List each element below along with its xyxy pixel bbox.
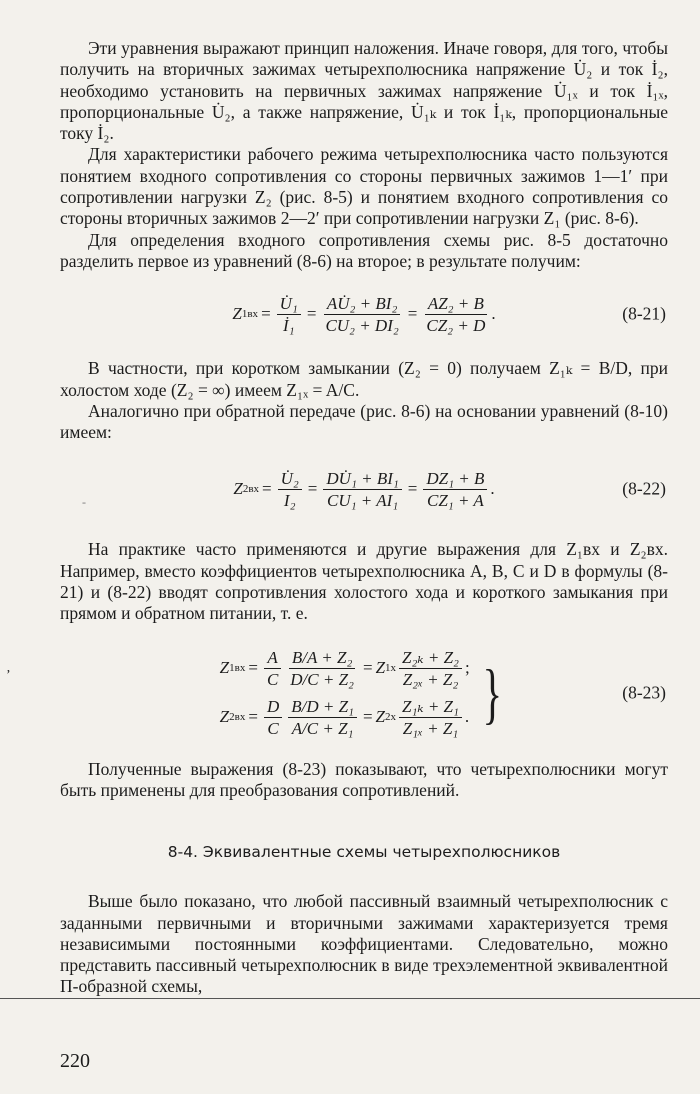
page-number: 220	[60, 1050, 90, 1072]
eq23-l2-frac-c	[399, 697, 462, 738]
eq22-f2-num: DU̇₁ + BI₁	[323, 469, 401, 490]
eq22-f1-num: U̇₂	[278, 469, 302, 490]
eq23-l2-mid: Z	[375, 707, 386, 727]
paragraph-7: Полученные выражения (8-23) показывают, что четырехполюсники могут быть применены для преобразования сопротивлений.	[60, 758, 668, 800]
eq23-l2-mid-sub: 2х	[385, 711, 397, 724]
eq23-l1-lhs-sub: 1вх	[229, 662, 246, 675]
eq21-lhs-sub: 1вх	[241, 308, 259, 321]
eq21-f3-num: AZ₂ + B	[425, 294, 487, 315]
eq23-l1-mid: Z	[375, 658, 386, 678]
paragraph-1: Эти уравнения выражают принцип наложения. Иначе говоря, для того, чтобы получить на вторичных зажимах четырехполюсника напряжение U̇₂ и ток İ₂, необходимо установить на первичных зажимах напряжение U̇₁ₓ и ток İ₁ₓ, пропорциональные U̇₂, а также напряжение, U̇₁ₖ и ток İ₁ₖ, пропорциональные току İ₂.	[60, 38, 668, 144]
eq23-l1-frac-a	[264, 648, 281, 689]
right-brace: }	[482, 654, 502, 731]
eq21-f3-den: CZ₂ + D	[426, 315, 486, 335]
eq21-frac-1	[277, 294, 301, 335]
eq21-f2-den: CU₂ + DI₂	[325, 315, 399, 335]
stray-mark: ’	[6, 668, 11, 683]
page-body	[60, 38, 668, 998]
eq23-l1-mid-sub: 1х	[385, 662, 397, 675]
eq23-l1-c-den: Z₂ₓ + Z₂	[402, 669, 459, 689]
eq22-frac-3	[423, 469, 487, 510]
eq23-l1-c-num: Z₂ₖ + Z₂	[399, 648, 462, 669]
eq23-number: (8-23)	[622, 682, 666, 703]
paragraph-4: В частности, при коротком замыкании (Z₂ = 0) получаем Z₁ₖ = B/D, при холостом ходе (Z₂ = ∞) имеем Z₁ₓ = A/C.	[60, 358, 668, 400]
eq23-l2-b-den: A/C + Z₁	[291, 718, 354, 738]
eq21-lhs: Z	[232, 304, 242, 324]
eq22-f3-num: DZ₁ + B	[423, 469, 487, 490]
eq23-l1-frac-b	[287, 648, 357, 689]
eq23-l1-frac-c	[399, 648, 462, 689]
eq23-l1-b-num: B/A + Z₂	[289, 648, 356, 669]
eq22-end: .	[490, 479, 495, 499]
eq23-l2-lhs-sub: 2вх	[229, 711, 246, 724]
eq23-l1-a-den: C	[266, 669, 279, 689]
eq22-f2-den: CU₁ + AI₁	[327, 490, 399, 510]
eq22-number: (8-22)	[622, 478, 666, 499]
eq21-f1-den: İ₁	[282, 315, 295, 335]
eq23-l2-a-num: D	[264, 697, 282, 718]
eq22-frac-1	[278, 469, 302, 510]
eq22-lhs-sub: 2вх	[242, 483, 260, 496]
paragraph-3: Для определения входного сопротивления схемы рис. 8-5 достаточно разделить первое из уравнений (8-6) на второе; в результате получим:	[60, 229, 668, 271]
stray-dash: -	[82, 495, 86, 509]
eq23-l1-lhs: Z	[219, 658, 230, 678]
eq21-f1-num: U̇₁	[277, 294, 301, 315]
eq23-l1-b-den: D/C + Z₂	[290, 669, 354, 689]
eq23-l1-end: ;	[464, 658, 470, 678]
eq23-line-2: Z 2вх = $\frac{D}{C}$ $\frac{\text{B/D + Z₁}}{\text{A/C + Z₁}}$ = Z 2х $\frac{\text{Z₁ₖ + Z₁}}{\text{Z₁ₓ + Z₁}}$ .	[219, 696, 470, 738]
eq23-l2-b-num: B/D + Z₁	[288, 697, 357, 718]
eq22-f1-den: I₂	[283, 490, 296, 510]
equation-8-23	[60, 643, 668, 743]
paragraph-5: Аналогично при обратной передаче (рис. 8-6) на основании уравнений (8-10) имеем:	[60, 400, 668, 443]
eq23-l1-a-num: A	[264, 648, 280, 669]
eq23-line-1: Z 1вх = $\frac{A}{C}$ $\frac{\text{B/A + Z₂}}{\text{D/C + Z₂}}$ = Z 1х $\frac{\text{Z₂ₖ + Z₂}}{\text{Z₂ₓ + Z₂}}$ ;	[219, 647, 470, 689]
eq23-l2-c-num: Z₁ₖ + Z₁	[399, 697, 462, 718]
eq23-l2-c-den: Z₁ₓ + Z₁	[402, 718, 459, 738]
paragraph-8: Выше было показано, что любой пассивный взаимный четырехполюсник с заданными первичными и вторичными зажимами характеризуется тремя независимыми постоянными коэффициентами. Следовательно, можно представить пассивный четырехполюсник в виде трехэлементной эквивалентной П-образной схемы,	[60, 891, 668, 997]
paragraph-6: На практике часто применяются и другие выражения для Z₁вх и Z₂вх. Например, вместо коэффициентов четырехполюсника A, B, C и D в формулы (8-21) и (8-22) вводят сопротивления холостого хода и короткого замыкания при прямом и обратном питании, т. е.	[60, 539, 668, 624]
equation-8-21: Z 1вх = $\frac{\text{U̇₁}}{\text{İ₁}}$ = $\frac{\text{AU̇₂ + BI₂}}{\text{CU₂ + DI₂}}$ = $\frac{\text{AZ₂ + B}}{\text{CZ₂ + D}}$ . (8-21)	[232, 293, 666, 335]
eq21-frac-3	[423, 294, 488, 335]
paragraph-2: Для характеристики рабочего режима четырехполюсника часто пользуются понятием входного сопротивления со стороны первичных зажимов 1—1′ при сопротивлении нагрузки Z₂ (рис. 8-5) и понятием входного сопротивления со стороны вторичных зажимов 2—2′ при сопротивлении нагрузки Z₁ (рис. 8-6).	[60, 144, 668, 229]
eq23-l2-frac-a	[264, 697, 282, 738]
eq22-lhs: Z	[233, 479, 243, 499]
page-rule	[0, 998, 700, 999]
eq23-l2-lhs: Z	[219, 707, 230, 727]
eq22-f3-den: CZ₁ + A	[427, 490, 484, 510]
eq21-end: .	[491, 304, 496, 324]
eq23-l2-a-den: C	[267, 718, 279, 738]
eq21-f2-num: AU̇₂ + BI₂	[324, 294, 401, 315]
eq22-frac-2	[323, 469, 401, 510]
eq23-l2-frac-b	[288, 697, 357, 738]
eq23-l2-end: .	[464, 707, 470, 727]
section-heading: 8-4. Эквивалентные схемы четырехполюсников	[167, 843, 561, 862]
equation-8-22: Z 2вх = $\frac{\text{U̇₂}}{\text{I₂}}$ = $\frac{\text{DU̇₁ + BI₁}}{\text{CU₁ + AI₁}}$ = $\frac{\text{DZ₁ + B}}{\text{CZ₁ + A}}$ . (8-22)	[233, 468, 666, 510]
eq21-frac-2	[322, 294, 401, 335]
eq21-number: (8-21)	[622, 303, 666, 324]
